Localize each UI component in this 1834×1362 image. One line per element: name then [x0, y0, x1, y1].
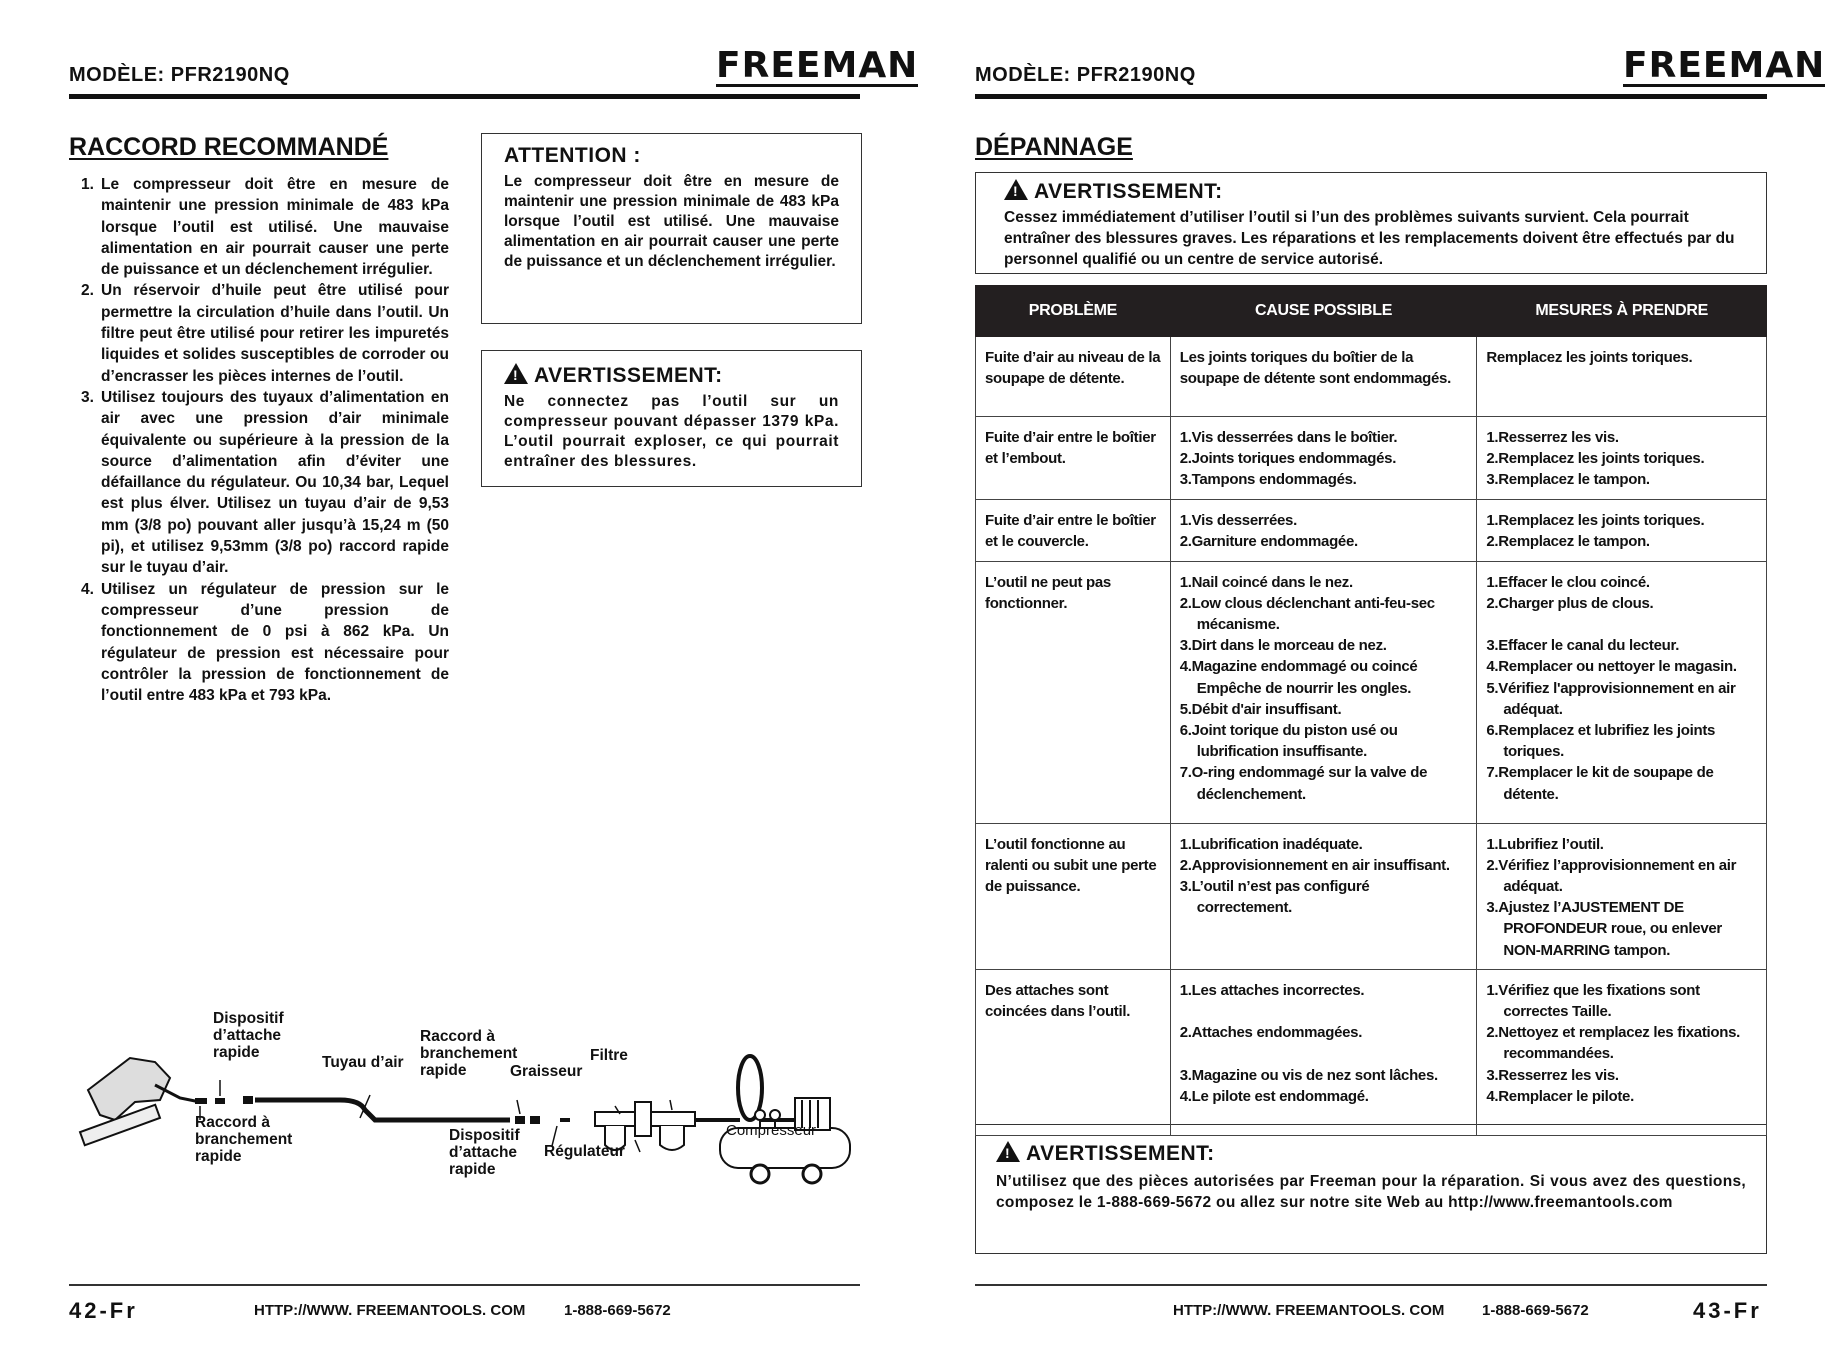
header-probleme: PROBLÈME [976, 286, 1171, 337]
air-supply-diagram [60, 1010, 880, 1210]
cell-line: 7.O-ring endommagé sur la valve de [1179, 764, 1428, 782]
section-heading: DÉPANNAGE [975, 133, 1133, 161]
footer-phone: 1-888-669-5672 [564, 1302, 671, 1319]
cell-line: lubrification insuffisante. [1196, 743, 1367, 761]
label-regulateur: Régulateur [544, 1143, 625, 1160]
cell-line: 2.Remplacez le tampon. [1486, 532, 1650, 550]
cell-line: 2.Garniture endommagée. [1179, 532, 1358, 550]
cell-problem: Fuite d’air au niveau de la soupape de détente. [976, 337, 1171, 417]
cell-problem: L’outil ne peut pas fonctionner. [976, 561, 1171, 823]
cell-line: 1.Vis desserrées dans le boîtier. [1179, 429, 1398, 446]
cell-cause [1170, 417, 1477, 500]
warning-box [481, 350, 862, 487]
cell-line: 1.Lubrifiez l’outil. [1486, 835, 1604, 853]
cell-line: 4.Magazine endommagé ou coincé [1179, 658, 1418, 676]
cell-line: 3.Tampons endommagés. [1179, 471, 1357, 489]
list-item: 3. Utilisez toujours des tuyaux d’alimentation en air avec une pression d’air minimale équivalente ou supérieure à la pression de la source d’alimentation afin d’éviter une défaillance du régulateur. Ou 10,34 bar, Lequel est plus élver. Utilisez un tuyau d’air de 9,53 mm (3/8 po) pouvant aller jusqu’à 15,24 m (50 pi), et utilisez 9,53mm (3/8 po) raccord rapide sur le tuyau d’air. [81, 388, 449, 577]
table-row [976, 417, 1767, 500]
cell-line: 3.Magazine ou vis de nez sont lâches. [1179, 1066, 1438, 1084]
table-header-row [976, 286, 1767, 337]
troubleshooting-table [975, 285, 1767, 1136]
cell-problem: L’outil fonctionne au ralenti ou subit une perte de puissance. [976, 823, 1171, 969]
cell-line: 2.Vérifiez l’approvisionnement en air [1486, 856, 1737, 874]
cell-problem: Fuite d’air entre le boîtier et l’embout. [976, 417, 1171, 500]
page-number: 42-Fr [69, 1298, 138, 1323]
cell-line: 1.Lubrification inadéquate. [1179, 835, 1363, 853]
cell-line: 3.Dirt dans le morceau de nez. [1179, 637, 1387, 655]
cell-line: 3.Ajustez l’AJUSTEMENT DE [1486, 899, 1684, 917]
cell-line: adéquat. [1503, 700, 1563, 718]
freeman-logo: FREEMAN [716, 45, 919, 86]
cell-line: 1.Effacer le clou coincé. [1486, 573, 1650, 591]
cell-line [1486, 614, 1761, 635]
cell-problem: Des attaches sont coincées dans l’outil. [976, 969, 1171, 1135]
cell-line: 2.Nettoyez et remplacez les fixations. [1486, 1024, 1741, 1042]
header-mesures: MESURES À PRENDRE [1477, 286, 1767, 337]
warning-body: N’utilisez que des pièces autorisées par Freeman pour la réparation. Si vous avez des questions, composez le 1-888-669-5672 ou allez sur notre site Web au http://www.freemantools.com [996, 1173, 1746, 1211]
section-heading: RACCORD RECOMMANDÉ [69, 133, 389, 161]
list-item: 1. Le compresseur doit être en mesure de maintenir une pression minimale de 483 kPa lorsque l’outil est utilisé. Une mauvaise alimentation en air pourrait causer une perte de puissance et un déclenchement irrégulier. [81, 176, 449, 279]
cell-line: Remplacez les joints toriques. [1486, 349, 1693, 366]
cell-line: correctes Taille. [1503, 1003, 1612, 1021]
cell-line: 2.Approvisionnement en air insuffisant. [1179, 856, 1450, 874]
cell-line: 2.Low clous déclenchant anti-feu-sec [1179, 594, 1435, 612]
label-compresseur: Compresseur [726, 1122, 817, 1139]
list-item: 2. Un réservoir d’huile peut être utilisé pour permettre la circulation d’huile dans l’outil. Un filtre peut être utilisé pour retirer les impuretés liquides et solides susceptibles de corroder ou d’encrasser les pièces internes de l’outil. [81, 282, 449, 385]
cell-line: 1.Nail coincé dans le nez. [1179, 573, 1353, 591]
warning-icon [996, 1141, 1020, 1162]
cell-line: 3.Remplacez le tampon. [1486, 471, 1650, 489]
cell-line: mécanisme. [1196, 616, 1280, 634]
cell-line: 5.Débit d'air insuffisant. [1179, 700, 1342, 718]
attention-title: ATTENTION : [504, 144, 641, 167]
cell-line: adéquat. [1503, 878, 1563, 896]
cell-line: 1.Vis desserrées. [1179, 511, 1297, 529]
warning-body: Ne connectez pas l’outil sur un compresseur pouvant dépasser 1379 kPa. L’outil pourrait exploser, ce qui pourrait entraîner des blessures. [504, 393, 839, 470]
cell-line: 1.Vérifiez que les fixations sont [1486, 981, 1700, 999]
page-number: 43-Fr [1693, 1298, 1762, 1323]
cell-line [1180, 1043, 1472, 1064]
warning-title: AVERTISSEMENT: [534, 364, 723, 387]
cell-line: toriques. [1503, 743, 1564, 761]
cell-line: 3.Resserrez les vis. [1486, 1066, 1619, 1084]
footer-phone: 1-888-669-5672 [1482, 1302, 1589, 1319]
cell-action [1477, 499, 1767, 561]
warning-title: AVERTISSEMENT: [1026, 1142, 1215, 1165]
nailer-icon [80, 1058, 200, 1145]
warning-title: AVERTISSEMENT: [1034, 180, 1223, 203]
cell-line: recommandées. [1503, 1045, 1614, 1063]
table-row [976, 337, 1767, 417]
label-dispositif-attache-2: Dispositif d’attache rapide [449, 1127, 520, 1178]
footer-rule [975, 1284, 1767, 1286]
cell-cause [1170, 561, 1477, 823]
cell-action [1477, 337, 1767, 417]
label-graisseur: Graisseur [510, 1063, 583, 1080]
attention-box [481, 133, 862, 324]
cell-line: 5.Vérifiez l'approvisionnement en air [1486, 679, 1736, 697]
cell-line: NON-MARRING tampon. [1503, 941, 1671, 959]
cell-line [1180, 1001, 1472, 1022]
cell-line: 3.Effacer le canal du lecteur. [1486, 637, 1680, 655]
cell-action [1477, 823, 1767, 969]
cell-line: 6.Joint torique du piston usé ou [1179, 722, 1398, 740]
cell-line: 4.Remplacer ou nettoyer le magasin. [1486, 658, 1737, 676]
attention-body: Le compresseur doit être en mesure de maintenir une pression minimale de 483 kPa lorsque l’outil est utilisé. Une mauvaise alimentation en air pourrait causer une perte de puissance et un déclenchement irrégulier. [504, 173, 839, 270]
footer-url: HTTP://WWW. FREEMANTOOLS. COM [254, 1302, 526, 1319]
cell-line: déclenchement. [1196, 785, 1306, 803]
warning-top-box [975, 172, 1767, 274]
cell-line: 1.Les attaches incorrectes. [1179, 981, 1365, 999]
model-label: MODÈLE: PFR2190NQ [69, 64, 290, 86]
label-dispositif-attache-1: Dispositif d’attache rapide [213, 1010, 284, 1061]
cell-line: PROFONDEUR roue, ou enlever [1503, 920, 1722, 938]
cell-line: 1.Resserrez les vis. [1486, 429, 1619, 446]
cell-action [1477, 561, 1767, 823]
cell-line: 2.Attaches endommagées. [1179, 1024, 1363, 1042]
warning-bottom-box [975, 1124, 1767, 1254]
cell-cause [1170, 337, 1477, 417]
cell-line: 3.L’outil n’est pas configuré [1179, 878, 1370, 896]
table-row [976, 969, 1767, 1135]
cell-line: détente. [1503, 785, 1559, 803]
label-raccord-branchement-2: Raccord à branchement rapide [420, 1028, 518, 1079]
list-item: 4. Utilisez un régulateur de pression sur le compresseur d’une pression de fonctionnement de 0 psi à 862 kPa. Un régulateur de pression est nécessaire pour contrôler la pression de fonctionnement de l’outil entre 483 kPa et 793 kPa. [81, 580, 449, 705]
recommendation-list [69, 174, 449, 706]
label-filtre: Filtre [590, 1047, 628, 1064]
footer-url: HTTP://WWW. FREEMANTOOLS. COM [1173, 1302, 1445, 1319]
cell-line: 2.Joints toriques endommagés. [1179, 450, 1397, 468]
cell-line: 2.Charger plus de clous. [1486, 594, 1654, 612]
warning-icon [504, 363, 528, 384]
cell-cause [1170, 823, 1477, 969]
cell-line: correctement. [1196, 899, 1293, 917]
header-cause: CAUSE POSSIBLE [1170, 286, 1477, 337]
footer-rule [69, 1284, 860, 1286]
cell-line: 4.Le pilote est endommagé. [1179, 1087, 1369, 1105]
cell-line: 2.Remplacez les joints toriques. [1486, 450, 1705, 468]
cell-line: 6.Remplacez et lubrifiez les joints [1486, 722, 1716, 740]
warning-body: Cessez immédiatement d’utiliser l’outil si l’un des problèmes suivants survient. Cela pourrait entraîner des blessures graves. Les réparations et les remplacements doivent être effectués par du personnel qualifié ou un centre de service autorisé. [1004, 209, 1735, 268]
cell-action [1477, 417, 1767, 500]
cell-line: 4.Remplacer le pilote. [1486, 1087, 1634, 1105]
header-rule [975, 94, 1767, 99]
model-label: MODÈLE: PFR2190NQ [975, 64, 1196, 86]
cell-action [1477, 969, 1767, 1135]
cell-line: 7.Remplacer le kit de soupape de [1486, 764, 1714, 782]
table-row [976, 823, 1767, 969]
cell-cause [1170, 499, 1477, 561]
label-raccord-branchement-1: Raccord à branchement rapide [195, 1114, 293, 1165]
header-rule [69, 94, 860, 99]
cell-line: 1.Remplacez les joints toriques. [1486, 511, 1705, 529]
table-row [976, 499, 1767, 561]
cell-cause [1170, 969, 1477, 1135]
freeman-logo: FREEMAN [1623, 45, 1826, 86]
label-tuyau-air: Tuyau d’air [322, 1054, 404, 1071]
table-row [976, 561, 1767, 823]
warning-icon [1004, 179, 1028, 200]
cell-problem: Fuite d’air entre le boîtier et le couvercle. [976, 499, 1171, 561]
cell-line: Les joints toriques du boîtier de la soupape de détente sont endommagés. [1179, 349, 1451, 388]
cell-line: Empêche de nourrir les ongles. [1196, 679, 1412, 697]
